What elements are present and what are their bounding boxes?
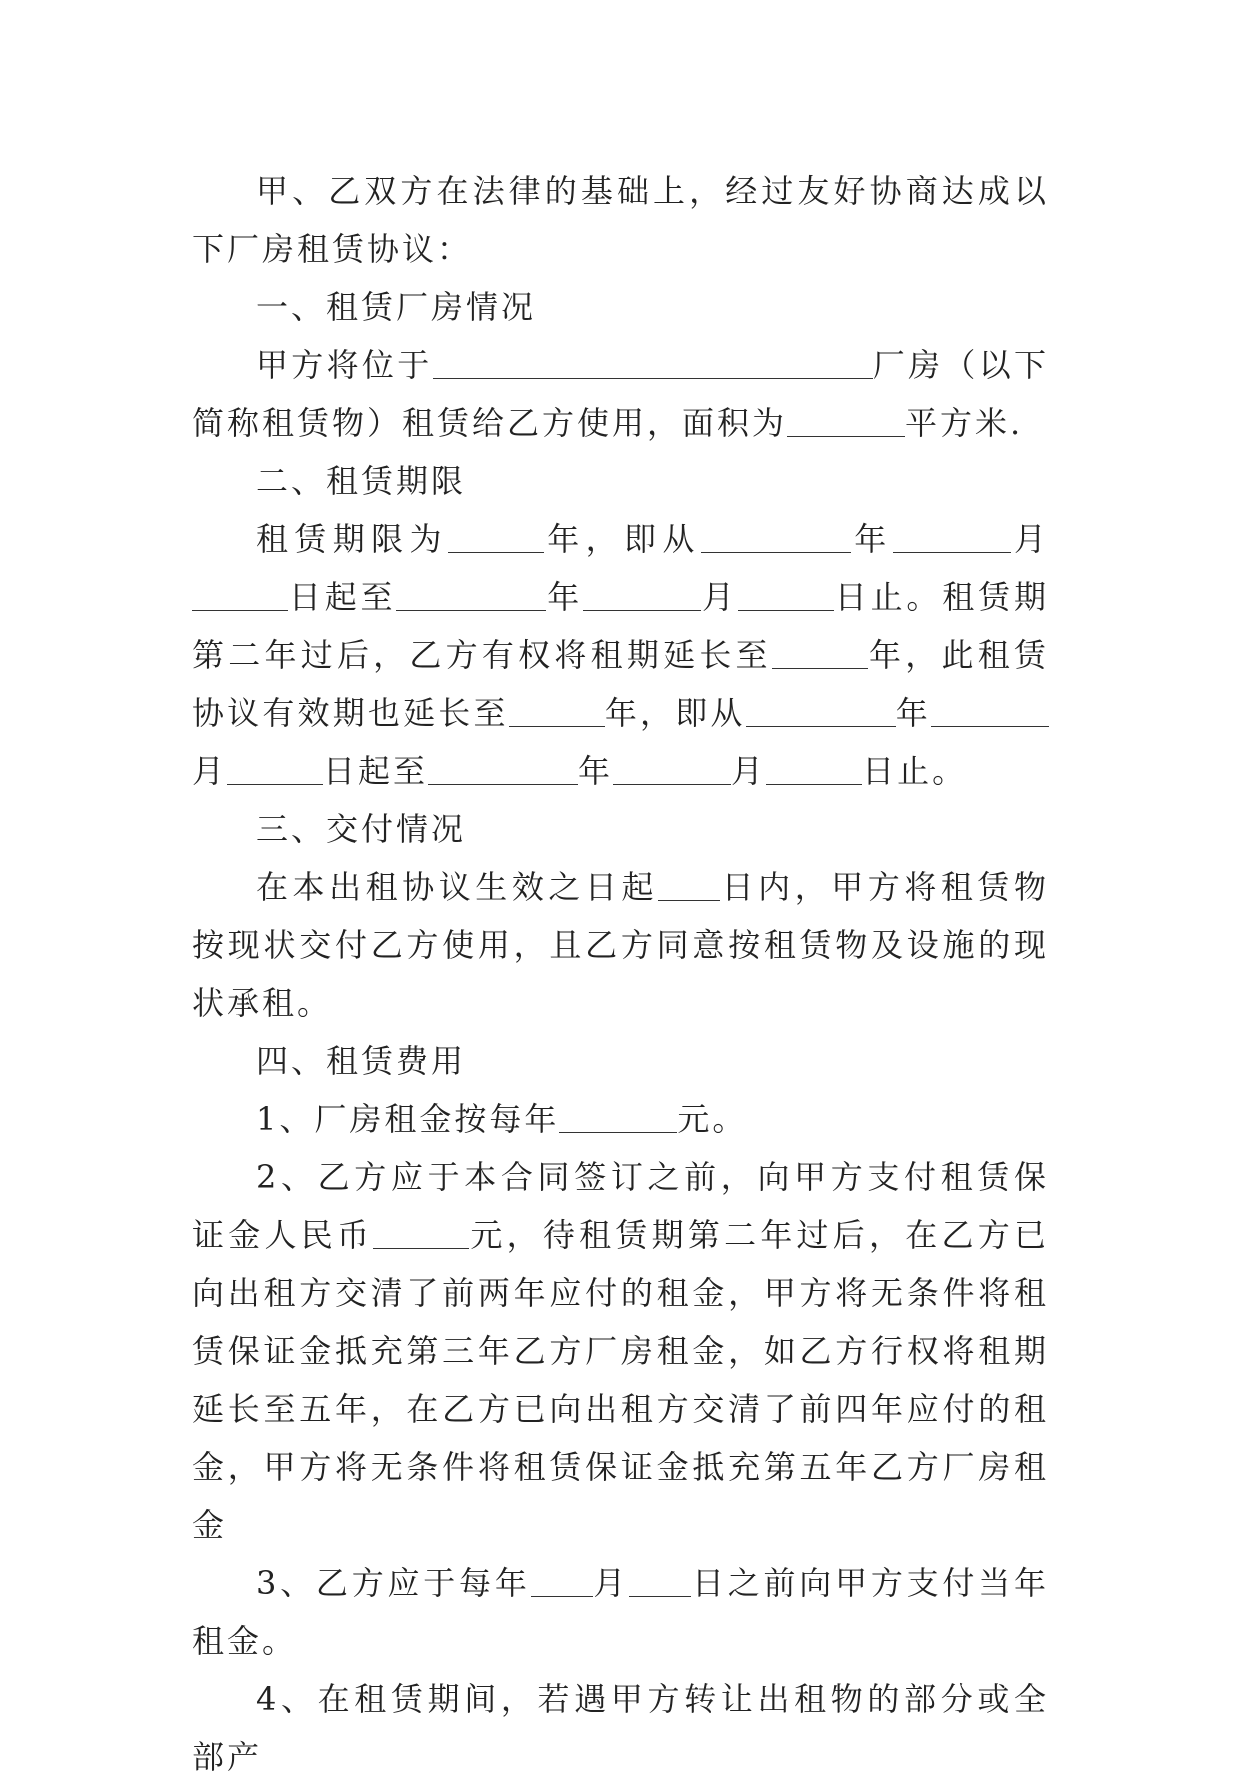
fill-blank bbox=[428, 752, 578, 785]
paragraph-location: 甲方将位于 厂房（以下简称租赁物）租赁给乙方使用，面积为 平方米. bbox=[192, 346, 1049, 442]
fill-blank bbox=[772, 636, 868, 669]
fill-blank bbox=[559, 1100, 677, 1133]
fill-blank bbox=[531, 1564, 593, 1597]
section-heading-3: 三、交付情况 bbox=[256, 810, 467, 848]
fill-blank bbox=[192, 578, 288, 611]
intro-paragraph: 甲、乙双方在法律的基础上，经过友好协商达成以下厂房租赁协议： bbox=[192, 172, 1049, 268]
paragraph-payment-date: 3、乙方应于每年 月 日之前向甲方支付当年租金。 bbox=[192, 1564, 1049, 1660]
fill-blank bbox=[658, 868, 720, 901]
fill-blank bbox=[583, 578, 701, 611]
fill-blank bbox=[746, 694, 896, 727]
fill-blank bbox=[931, 694, 1049, 727]
paragraph-deposit: 2、乙方应于本合同签订之前，向甲方支付租赁保证金人民币 元，待租赁期第二年过后，在乙方已向出租方交清了前两年应付的租金，甲方将无条件将租赁保证金抵充第三年乙方厂房租金，如乙方行权将租期延长至五年，在乙方已向出租方交清了前四年应付的租金，甲方将无条件将租赁保证金抵充第五年乙方厂房租金 bbox=[192, 1158, 1049, 1544]
paragraph-transfer: 4、在租赁期间，若遇甲方转让出租物的部分或全部产 bbox=[192, 1680, 1049, 1776]
fill-blank-area bbox=[787, 404, 905, 437]
fill-blank bbox=[738, 578, 834, 611]
fill-blank-location bbox=[433, 346, 873, 379]
paragraph-delivery: 在本出租协议生效之日起 日内，甲方将租赁物按现状交付乙方使用，且乙方同意按租赁物及设施的现状承租。 bbox=[192, 868, 1049, 1022]
fill-blank bbox=[629, 1564, 691, 1597]
section-heading-2: 二、租赁期限 bbox=[256, 462, 467, 500]
fill-blank bbox=[448, 520, 544, 553]
section-heading-4: 四、租赁费用 bbox=[256, 1042, 467, 1080]
fill-blank bbox=[893, 520, 1011, 553]
fill-blank bbox=[701, 520, 851, 553]
section-heading-1: 一、租赁厂房情况 bbox=[256, 288, 537, 326]
paragraph-rent: 1、厂房租金按每年 元。 bbox=[256, 1100, 748, 1138]
fill-blank bbox=[396, 578, 546, 611]
paragraph-term: 租赁期限为 年，即从 年 月日起至 年 月 日止。租赁期第二年过后，乙方有权将租期延长至 年，此租赁协议有效期也延长至 年，即从 年月 日起至 年 月 日止。 bbox=[192, 520, 1049, 790]
fill-blank bbox=[766, 752, 862, 785]
fill-blank bbox=[373, 1216, 469, 1249]
fill-blank bbox=[227, 752, 323, 785]
fill-blank bbox=[613, 752, 731, 785]
fill-blank bbox=[509, 694, 605, 727]
document-body bbox=[192, 162, 1049, 1786]
